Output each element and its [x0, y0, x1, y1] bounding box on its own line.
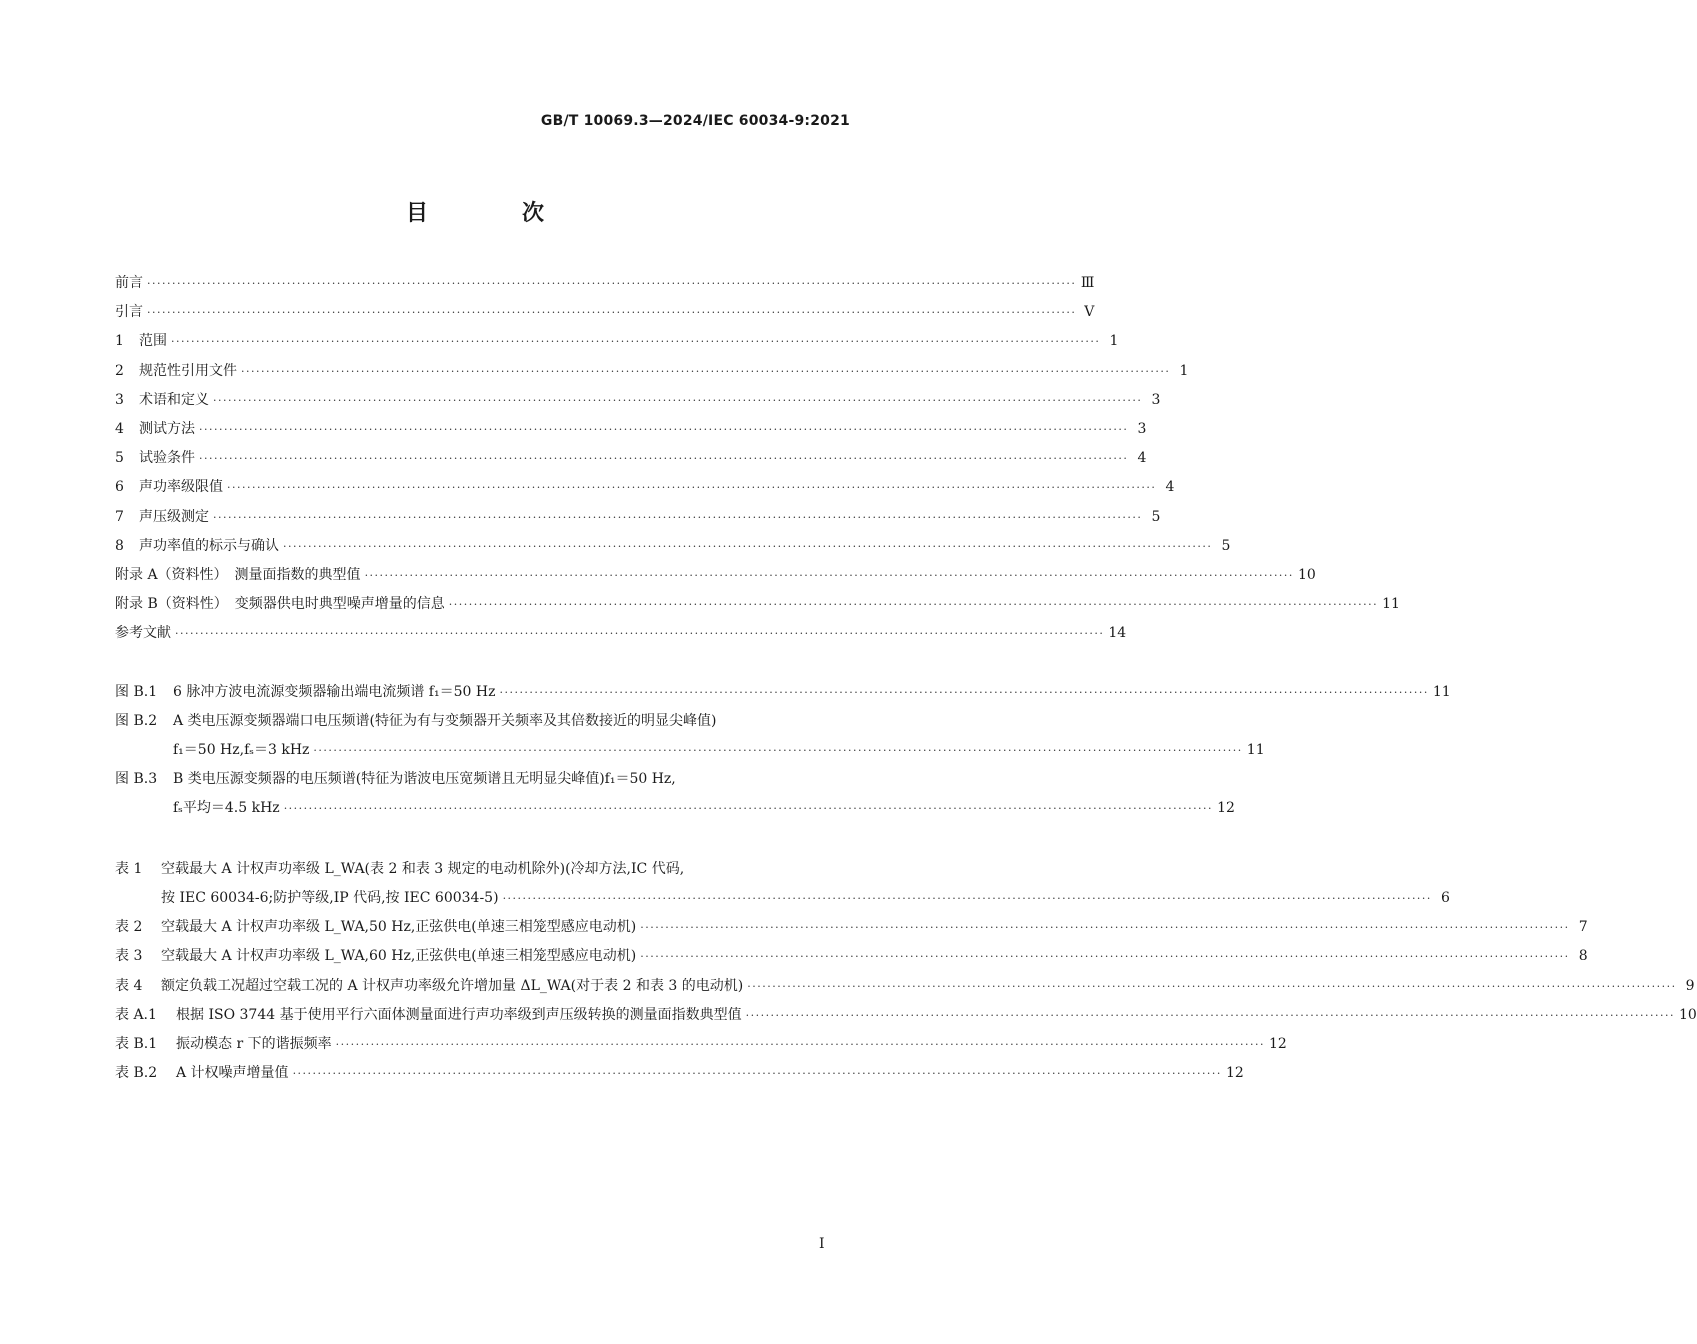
toc-page: 7	[1578, 919, 1588, 936]
toc-entry-power-limits[interactable]	[115, 473, 1175, 502]
leader-dots	[171, 327, 1100, 356]
toc-label: 范围	[139, 333, 167, 350]
toc-label: 振动模态 r 下的谐振频率	[176, 1035, 332, 1052]
toc-page: 5	[1151, 508, 1161, 525]
leader-dots	[175, 619, 1104, 648]
leader-dots	[313, 736, 1242, 765]
toc-figures	[115, 678, 1451, 824]
toc-label: 参考文献	[115, 625, 171, 642]
toc-page: 11	[1432, 684, 1451, 700]
toc-label: 引言	[115, 304, 143, 321]
toc-page: 12	[1268, 1035, 1287, 1052]
leader-dots	[227, 473, 1156, 502]
toc-label: 前言	[115, 275, 143, 291]
toc-page: 11	[1382, 596, 1400, 613]
toc-entry-figure-b2-cont[interactable]	[115, 736, 1265, 765]
toc-entry-table-1-cont[interactable]	[115, 884, 1450, 913]
toc-entry-figure-b2[interactable]	[115, 707, 850, 736]
toc-entry-annex-a[interactable]	[115, 561, 1316, 590]
leader-dots	[746, 1001, 1675, 1030]
toc-number: 表 1	[115, 861, 143, 877]
toc-number: 表 4	[115, 977, 143, 994]
toc-label: 空载最大 A 计权声功率级 L_WA,50 Hz,正弦供电(单速三相笼型感应电动机)	[161, 919, 637, 936]
toc-number: 表 A.1	[115, 1006, 157, 1023]
toc-entry-bibliography[interactable]	[115, 619, 1127, 648]
toc-entry-table-1[interactable]	[115, 855, 850, 884]
toc-number: 1	[115, 333, 124, 350]
toc-page: 4	[1137, 450, 1147, 467]
page-title: 目 次	[405, 201, 580, 226]
leader-dots	[640, 913, 1569, 942]
toc-number: 8	[115, 537, 124, 554]
toc-label: 试验条件	[139, 450, 195, 467]
toc-page: 3	[1151, 391, 1161, 408]
toc-label: A 类电压源变频器端口电压频谱(特征为有与变频器开关频率及其倍数接近的明显尖峰值)	[173, 713, 717, 730]
toc-label: 空载最大 A 计权声功率级 L_WA(表 2 和表 3 规定的电动机除外)(冷却方法,IC 代码,	[161, 861, 685, 877]
toc-number: 3	[115, 391, 124, 408]
leader-dots	[199, 444, 1128, 473]
toc-label: 按 IEC 60034-6;防护等级,IP 代码,按 IEC 60034-5)	[161, 890, 499, 906]
toc-page: 3	[1137, 420, 1147, 437]
toc-label: 附录 A（资料性） 测量面指数的典型值	[115, 566, 361, 583]
toc-entry-terms[interactable]	[115, 386, 1161, 415]
toc-label: 声功率级限值	[139, 479, 223, 496]
toc-page: 9	[1685, 977, 1695, 994]
toc-page: 11	[1246, 742, 1265, 759]
toc-page: 14	[1108, 625, 1127, 642]
toc-page: 1	[1179, 362, 1189, 379]
toc-entry-table-a1[interactable]	[115, 1001, 1697, 1030]
toc-number: 表 B.1	[115, 1035, 158, 1052]
toc-entry-test-method[interactable]	[115, 415, 1147, 444]
toc-number: 2	[115, 362, 124, 379]
leader-dots	[365, 561, 1294, 590]
leader-dots	[336, 1030, 1265, 1059]
leader-dots	[449, 590, 1378, 619]
toc-label: 术语和定义	[139, 391, 209, 408]
toc-label: fₛ平均＝4.5 kHz	[173, 800, 280, 817]
toc-entry-annex-b[interactable]	[115, 590, 1400, 619]
toc-entry-table-b2[interactable]	[115, 1059, 1244, 1088]
toc-number: 图 B.3	[115, 771, 158, 788]
toc-entry-figure-b1[interactable]	[115, 678, 1451, 707]
toc-entry-declaration[interactable]	[115, 532, 1231, 561]
leader-dots	[499, 678, 1428, 707]
toc-number: 7	[115, 508, 124, 525]
toc-label: 根据 ISO 3744 基于使用平行六面体测量面进行声功率级到声压级转换的测量面指数典型值	[176, 1006, 742, 1023]
toc-label: 声压级测定	[139, 508, 209, 525]
toc-page: 5	[1221, 537, 1231, 554]
leader-dots	[284, 794, 1213, 823]
leader-dots	[293, 1059, 1222, 1088]
leader-dots	[147, 298, 1076, 327]
toc-entry-table-3[interactable]	[115, 942, 1588, 971]
toc-page: 12	[1225, 1065, 1244, 1082]
toc-number: 表 3	[115, 948, 143, 965]
leader-dots	[503, 884, 1432, 913]
leader-dots	[241, 357, 1170, 386]
toc-entry-scope[interactable]	[115, 327, 1119, 356]
leader-dots	[283, 532, 1212, 561]
toc-sections	[115, 269, 1400, 648]
leader-dots	[199, 415, 1128, 444]
toc-number: 图 B.2	[115, 713, 158, 730]
toc-page: 6	[1441, 890, 1450, 906]
toc-entry-introduction[interactable]	[115, 298, 1095, 327]
toc-entry-normative-references[interactable]	[115, 357, 1189, 386]
toc-label: 空载最大 A 计权声功率级 L_WA,60 Hz,正弦供电(单速三相笼型感应电动机)	[161, 948, 637, 965]
toc-page: Ⅲ	[1080, 275, 1095, 291]
toc-label: 附录 B（资料性） 变频器供电时典型噪声增量的信息	[115, 596, 445, 613]
toc-entry-table-b1[interactable]	[115, 1030, 1287, 1059]
toc-number: 图 B.1	[115, 684, 158, 700]
toc-label: 测试方法	[139, 420, 195, 437]
toc-entry-table-4[interactable]	[115, 972, 1695, 1001]
leader-dots	[747, 972, 1676, 1001]
page-number: Ⅰ	[819, 1236, 825, 1252]
toc-label: f₁＝50 Hz,fₛ＝3 kHz	[173, 742, 310, 759]
toc-page: 10	[1678, 1006, 1697, 1023]
toc-number: 5	[115, 450, 124, 467]
leader-dots	[147, 269, 1076, 298]
toc-number: 表 B.2	[115, 1065, 158, 1082]
toc-label: 规范性引用文件	[139, 362, 237, 379]
toc-number: 表 2	[115, 919, 143, 936]
toc-entry-figure-b3[interactable]	[115, 765, 850, 794]
leader-dots	[213, 386, 1142, 415]
toc-label: B 类电压源变频器的电压频谱(特征为谐波电压宽频谱且无明显尖峰值)f₁＝50 Hz,	[173, 771, 676, 788]
toc-entry-test-conditions[interactable]	[115, 444, 1147, 473]
toc-page: 4	[1165, 479, 1175, 496]
toc-entry-pressure-measurement[interactable]	[115, 503, 1161, 532]
toc-page: 12	[1217, 800, 1235, 817]
toc-label: 声功率值的标示与确认	[139, 537, 279, 554]
leader-dots	[213, 503, 1142, 532]
toc-entry-table-2[interactable]	[115, 913, 1588, 942]
toc-label: 额定负载工况超过空载工况的 A 计权声功率级允许增加量 ΔL_WA(对于表 2 和表 3 的电动机)	[161, 977, 744, 994]
toc-label: 6 脉冲方波电流源变频器输出端电流频谱 f₁＝50 Hz	[173, 684, 496, 700]
toc-number: 6	[115, 479, 124, 496]
toc-number: 4	[115, 420, 124, 437]
toc-entry-foreword[interactable]	[115, 269, 1095, 298]
toc-page: 10	[1297, 566, 1316, 583]
leader-dots	[640, 942, 1569, 971]
toc-tables	[115, 855, 1697, 1088]
toc-page: 8	[1578, 948, 1588, 965]
standard-code: GB/T 10069.3—2024/IEC 60034-9:2021	[540, 113, 850, 129]
toc-page: Ⅴ	[1084, 304, 1095, 321]
toc-page: 1	[1109, 333, 1119, 350]
toc-entry-figure-b3-cont[interactable]	[115, 794, 1235, 823]
toc-label: A 计权噪声增量值	[176, 1065, 289, 1082]
